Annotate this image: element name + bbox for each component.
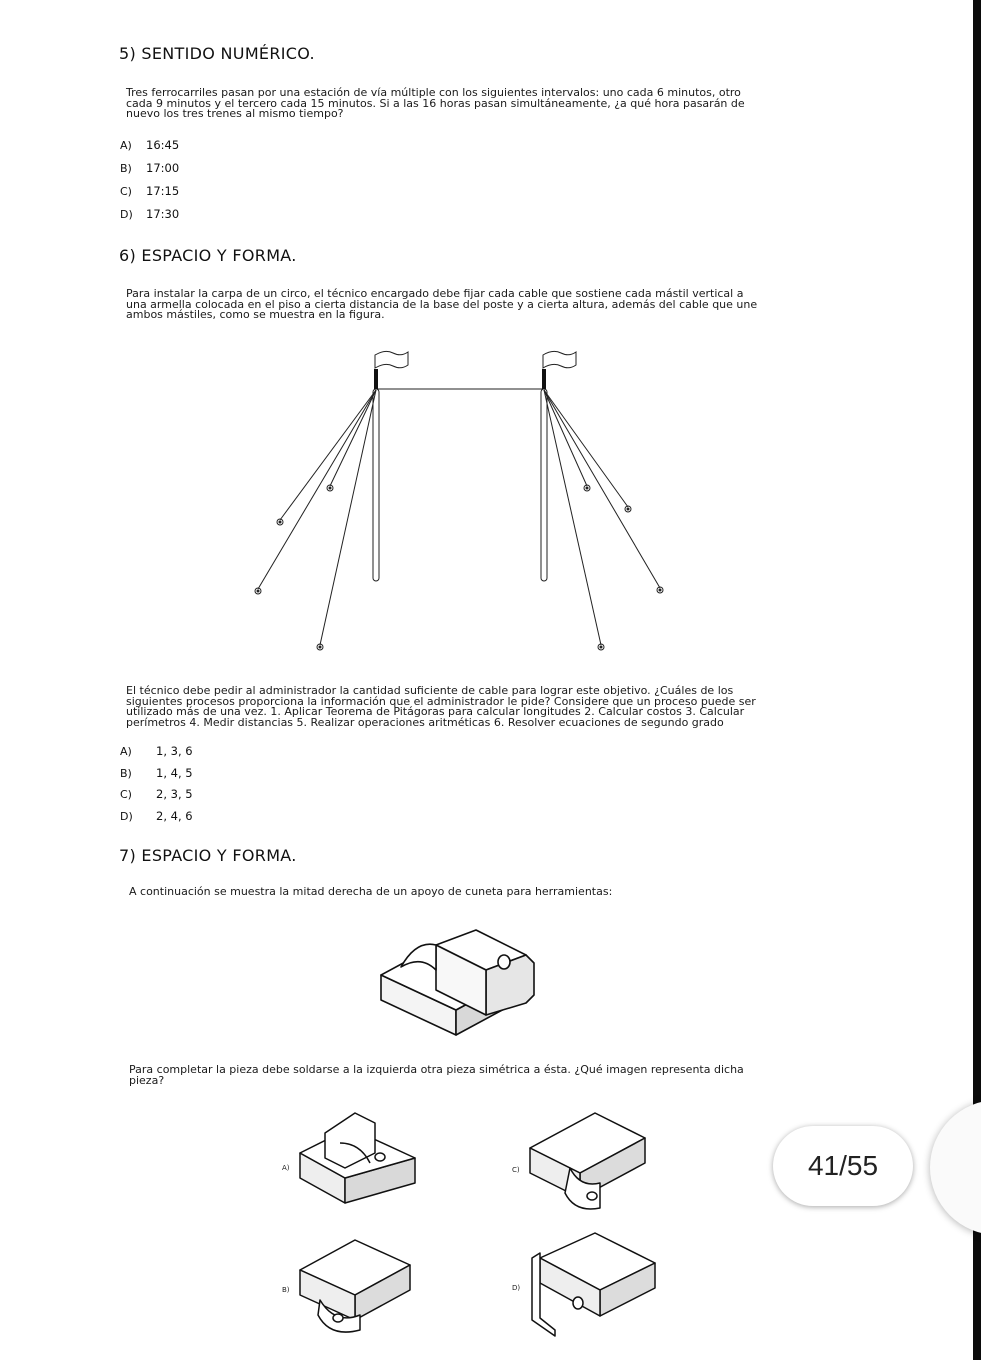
q6-option-b[interactable]: B) 1, 4, 5 — [120, 766, 193, 780]
question-6-title: 6) ESPACIO Y FORMA. — [119, 246, 297, 265]
question-6-text-2: El técnico debe pedir al administrador la cantidad suficiente de cable para lograr este objetivo. ¿Cuáles de los siguientes procesos proporciona la información que el administrador le pide? Considere que un proceso puede ser utilizado más de una vez. 1. Aplicar Teorema de Pitágoras para calcular longitudes 2. Calcular costos 3. Calcular perímetros 4. Medir distancias 5. Realizar operaciones aritméticas 6. Resolver ecuaciones de segundo grado — [126, 684, 756, 729]
question-6-text: Para instalar la carpa de un circo, el técnico encargado debe fijar cada cable que sostiene cada mástil vertical a una armella colocada en el piso a cierta distancia de la base del poste y a cierta altura, además del cable que une ambos mástiles, como se muestra en la figura. — [126, 287, 758, 321]
q7-label-d: D) — [512, 1284, 521, 1292]
page-indicator: 41/55 — [773, 1126, 913, 1206]
q5-option-b[interactable]: B) 17:00 — [120, 161, 180, 175]
q7-answer-c[interactable] — [510, 1108, 660, 1223]
question-5-title: 5) SENTIDO NUMÉRICO. — [119, 44, 315, 63]
circus-masts-figure — [240, 345, 680, 660]
question-7-title: 7) ESPACIO Y FORMA. — [119, 846, 297, 865]
q6-option-a[interactable]: A) 1, 3, 6 — [120, 744, 193, 758]
support-half-figure — [376, 925, 541, 1045]
q7-answer-a[interactable] — [280, 1108, 420, 1208]
q7-label-b: B) — [282, 1286, 290, 1294]
q7-answer-b[interactable] — [280, 1230, 420, 1340]
question-7-intro: A continuación se muestra la mitad derecha de un apoyo de cuneta para herramientas: — [129, 885, 613, 898]
question-7-text: Para completar la pieza debe soldarse a la izquierda otra pieza simétrica a ésta. ¿Qué imagen representa dicha pieza? — [129, 1063, 744, 1087]
q5-option-a[interactable]: A) 16:45 — [120, 138, 180, 152]
question-5-text: Tres ferrocarriles pasan por una estación de vía múltiple con los siguientes intervalos: uno cada 6 minutos, otro cada 9 minutos y el tercero cada 15 minutos. Si a las 16 horas pasan simultáneamente, ¿a qué hora pasarán de nuevo los tres trenes al mismo tiempo? — [126, 86, 745, 120]
q6-option-d[interactable]: D) 2, 4, 6 — [120, 809, 193, 823]
q7-label-a: A) — [282, 1164, 290, 1172]
q5-option-d[interactable]: D) 17:30 — [120, 207, 180, 221]
q7-label-c: C) — [512, 1166, 520, 1174]
q6-option-c[interactable]: C) 2, 3, 5 — [120, 787, 193, 801]
q5-option-c[interactable]: C) 17:15 — [120, 184, 180, 198]
q7-answer-d[interactable] — [510, 1228, 665, 1340]
